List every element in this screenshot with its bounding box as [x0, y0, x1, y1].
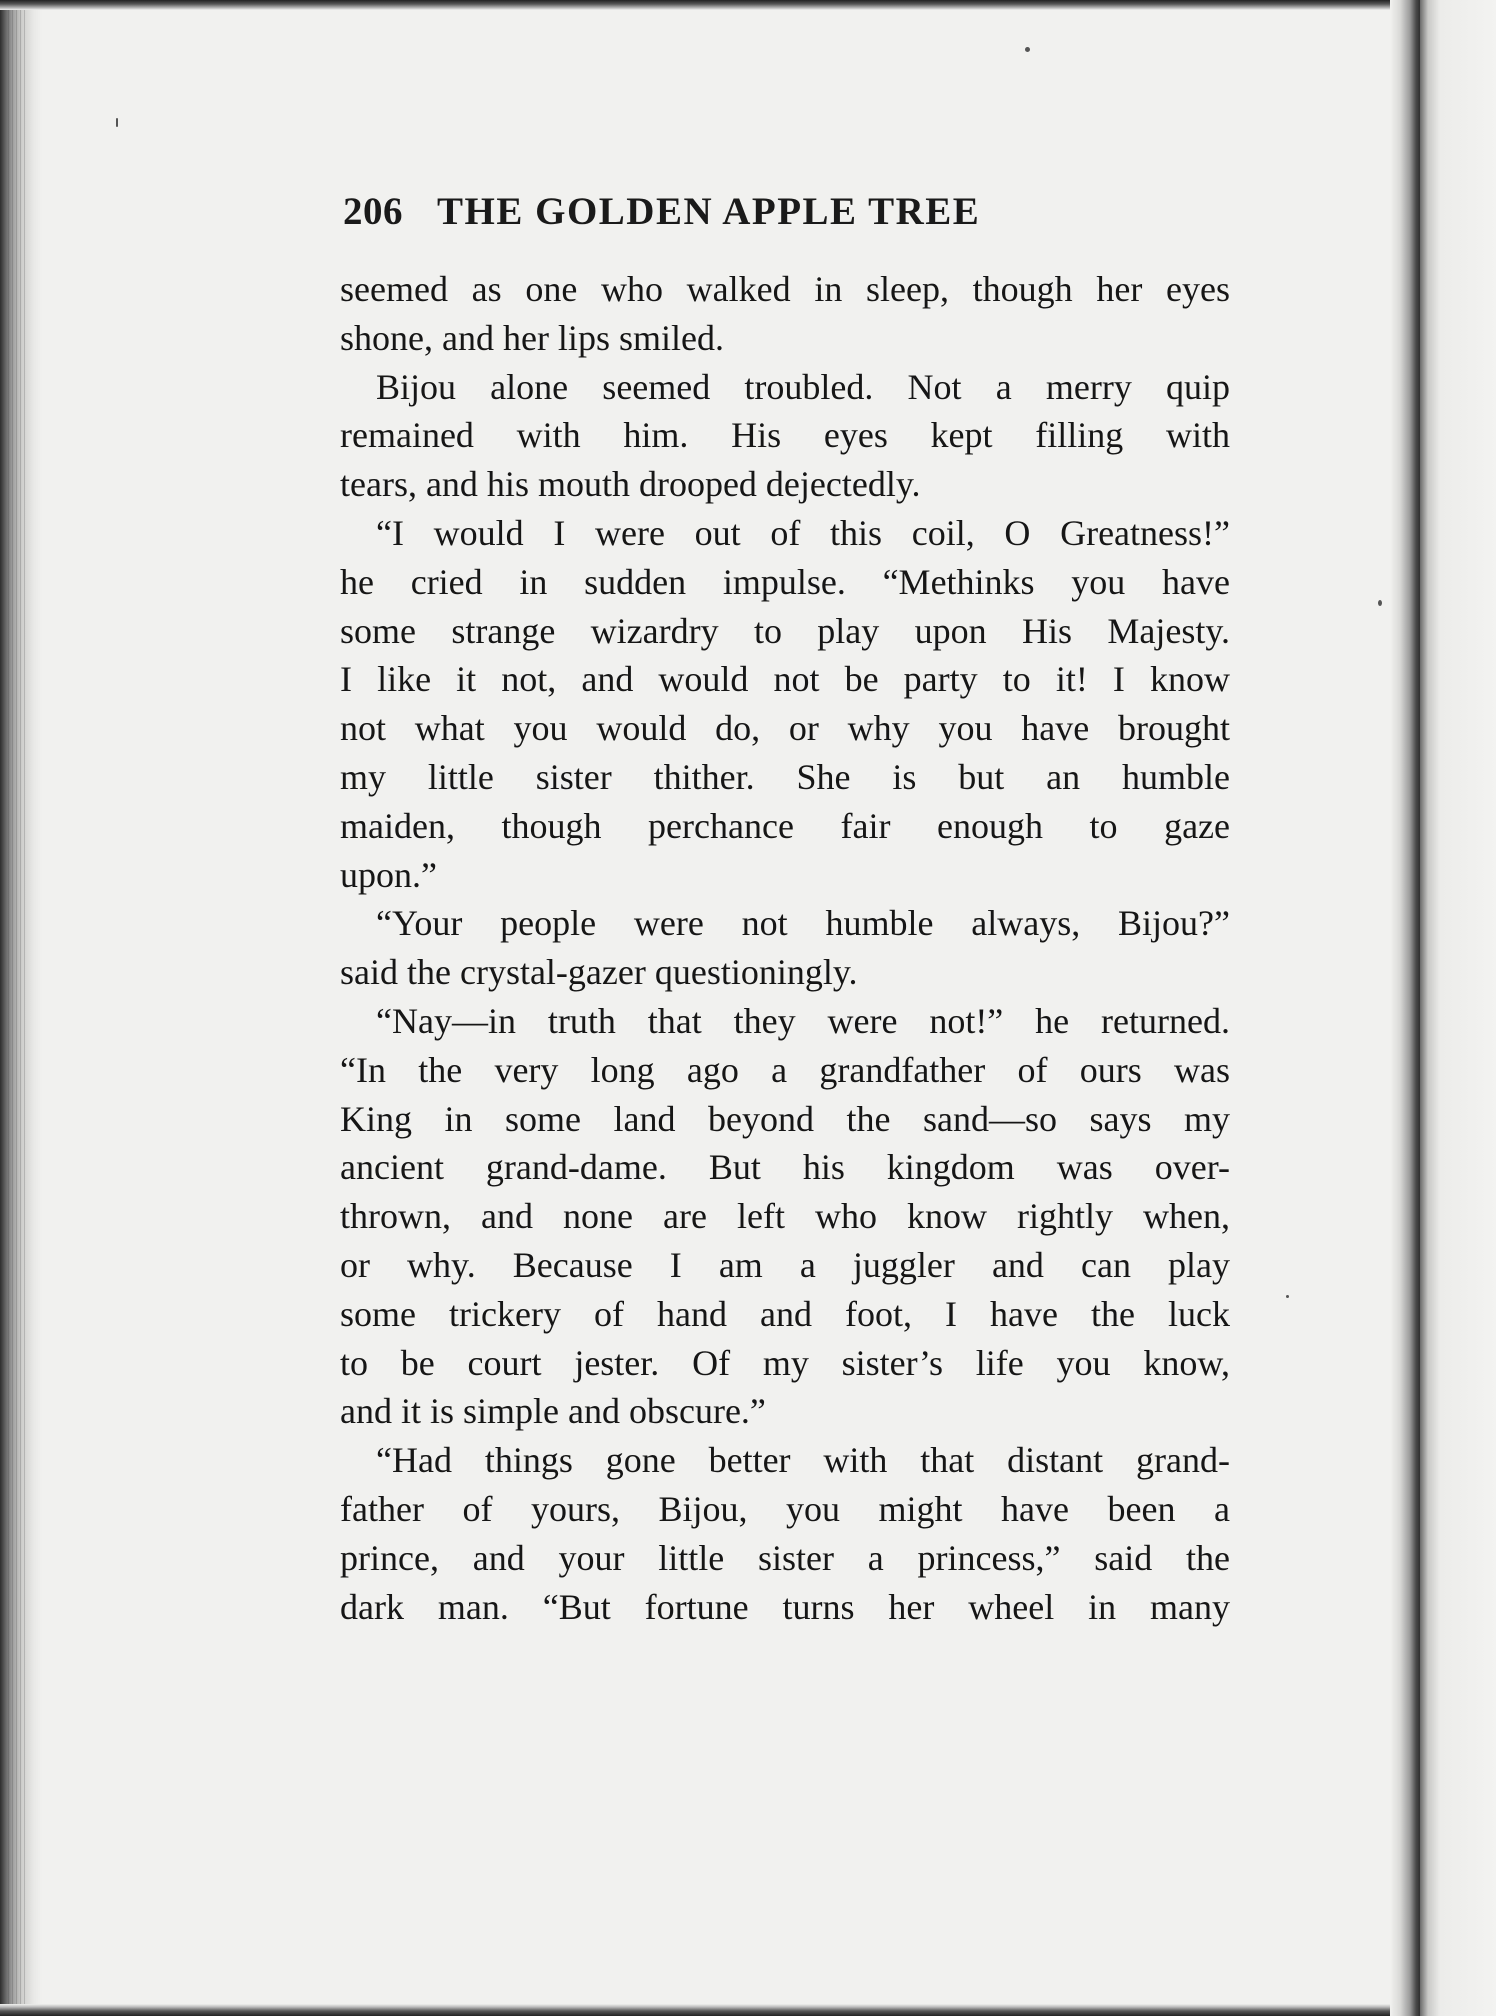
- text-line: remained with him. His eyes kept filling with: [340, 415, 1230, 456]
- text-line: thrown, and none are left who know rightly when,: [340, 1196, 1230, 1237]
- text-line: said the crystal-gazer questioningly.: [340, 952, 858, 993]
- running-title: THE GOLDEN APPLE TREE: [437, 190, 981, 233]
- text-line: “Nay—in truth that they were not!” he returned.: [376, 1000, 1230, 1041]
- text-line: my little sister thither. She is but an humble: [340, 756, 1230, 797]
- text-line: “In the very long ago a grandfather of ours was: [340, 1049, 1230, 1090]
- text-line: father of yours, Bijou, you might have been a: [340, 1488, 1230, 1529]
- text-line: not what you would do, or why you have brought: [340, 708, 1230, 749]
- bottom-scan-border: [0, 2004, 1496, 2016]
- text-line: “I would I were out of this coil, O Greatness!”: [376, 512, 1230, 553]
- text-line: seemed as one who walked in sleep, though her eyes: [340, 269, 1230, 309]
- dust-speck: [1025, 47, 1030, 52]
- text-line: some strange wizardry to play upon His Majesty.: [340, 610, 1230, 651]
- text-line: prince, and your little sister a princess,” said the: [340, 1537, 1230, 1578]
- text-line: ancient grand-dame. But his kingdom was over-: [340, 1147, 1230, 1188]
- text-line: to be court jester. Of my sister’s life you know,: [340, 1342, 1230, 1383]
- dust-speck: [1286, 1295, 1289, 1298]
- text-line: he cried in sudden impulse. “Methinks you have: [340, 561, 1230, 602]
- text-line: some trickery of hand and foot, I have the luck: [340, 1293, 1230, 1334]
- page-number: 206: [343, 190, 403, 233]
- text-line: King in some land beyond the sand—so says my: [340, 1098, 1230, 1139]
- text-line: “Had things gone better with that distant grand-: [376, 1440, 1230, 1481]
- top-scan-border: [0, 0, 1496, 10]
- body-text: [340, 265, 1230, 1631]
- text-line: dark man. “But fortune turns her wheel in many: [340, 1586, 1230, 1627]
- text-line: I like it not, and would not be party to it! I know: [340, 659, 1230, 700]
- text-line: maiden, though perchance fair enough to gaze: [340, 805, 1230, 846]
- text-line: “Your people were not humble always, Bijou?”: [376, 903, 1230, 944]
- adjacent-page-edge: [1420, 0, 1496, 2016]
- text-line: or why. Because I am a juggler and can play: [340, 1244, 1230, 1285]
- text-line: upon.”: [340, 854, 437, 895]
- running-header: [343, 188, 1243, 236]
- text-line: tears, and his mouth drooped dejectedly.: [340, 464, 921, 505]
- page-fold: [1390, 0, 1420, 2016]
- text-line: Bijou alone seemed troubled. Not a merry quip: [376, 366, 1230, 407]
- text-line: and it is simple and obscure.”: [340, 1391, 766, 1432]
- dust-speck: [116, 118, 118, 127]
- dust-speck: [1378, 600, 1382, 606]
- binding-edge-texture: [8, 0, 26, 2016]
- text-line: shone, and her lips smiled.: [340, 317, 724, 358]
